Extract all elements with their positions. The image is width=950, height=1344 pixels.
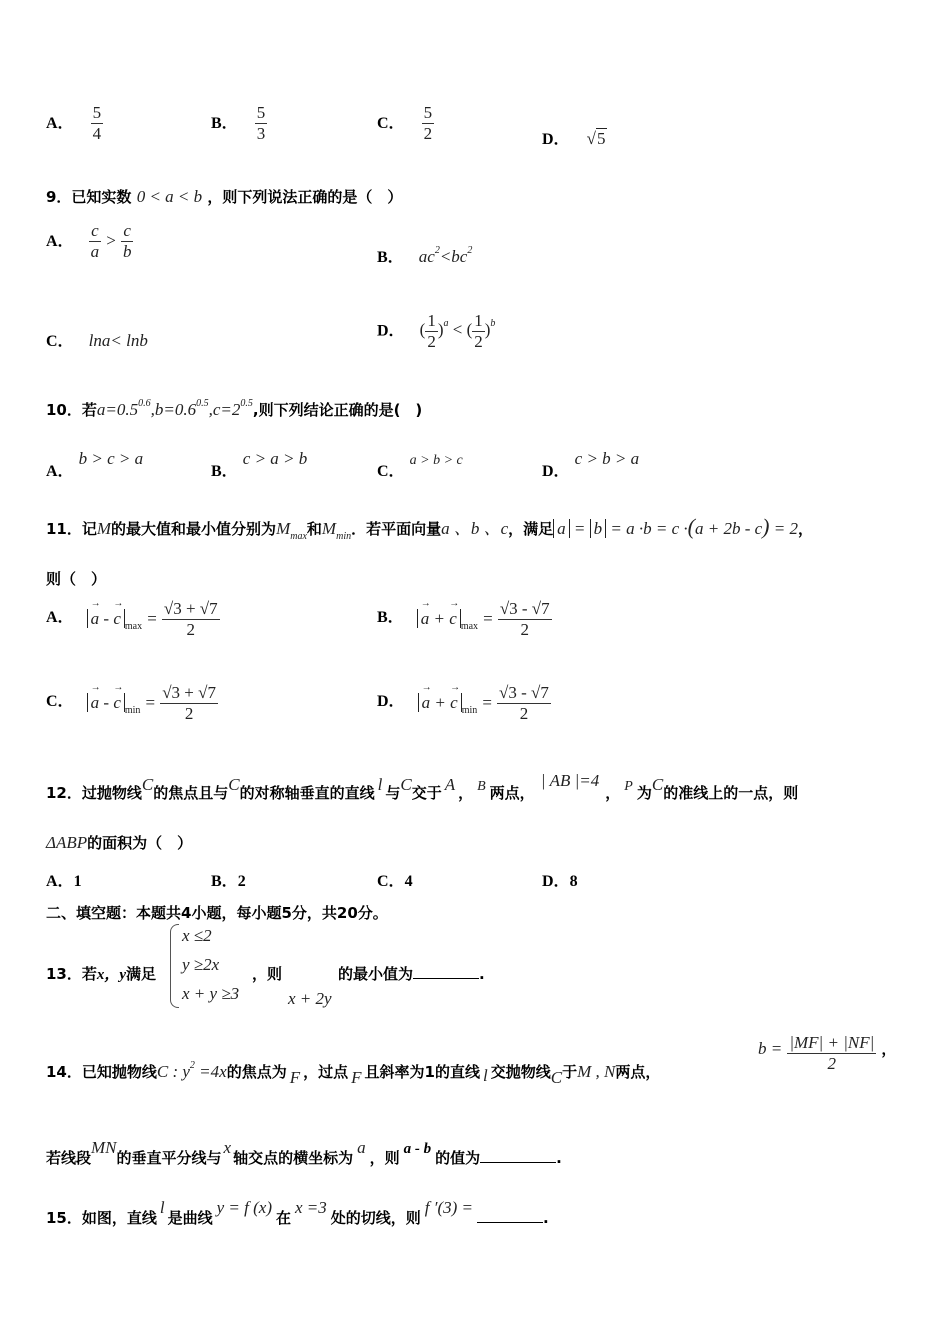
m-min: $M_{min}$ xyxy=(321,519,352,542)
fraction xyxy=(91,104,104,143)
section-heading: 二、填空题：本题共4小题，每小题5分，共20分。 xyxy=(46,904,388,922)
greater-sign: > xyxy=(106,230,116,250)
stem-text: 11．记 xyxy=(46,520,97,538)
q8-option-b xyxy=(211,104,267,143)
symbol-c: C xyxy=(550,1068,563,1087)
option-label: C． xyxy=(377,463,405,480)
option-text: a > b > c xyxy=(409,453,463,468)
stem-text: 交于 xyxy=(411,784,442,802)
q9-option-c xyxy=(46,328,148,351)
stem-text: 轴交点的横坐标为 xyxy=(233,1149,354,1167)
expression: $ac^2<bc^2$ xyxy=(418,245,473,266)
period: . xyxy=(543,1209,549,1227)
q14-stem xyxy=(46,1060,661,1087)
symbol-c: C xyxy=(400,775,412,794)
stem-text: 于 xyxy=(562,1063,578,1081)
stem-text: ．若平面向量 xyxy=(351,520,442,538)
option-value: 8 xyxy=(569,873,578,890)
derivative-expression: f ′(3) = xyxy=(424,1198,474,1217)
q13-stem xyxy=(46,963,156,984)
denominator: 2 xyxy=(827,1053,837,1073)
stem-text: ，则 xyxy=(369,1149,400,1167)
stem-text: 的对称轴垂直的直线 xyxy=(239,784,375,802)
option-label: C． xyxy=(377,114,405,132)
denominator: 2 xyxy=(186,619,195,639)
q12-stem-line2 xyxy=(46,832,192,853)
q14-stem-line2 xyxy=(46,1138,562,1168)
q12-stem: 12．过抛物线C的焦点且与C的对称轴垂直的直线 l 与C交于 A ， B 两点，| AB |=4， P 为C的准线上的一点，则 xyxy=(46,771,799,802)
numerator: √3 - √7 xyxy=(499,599,550,618)
symbol-l: l xyxy=(482,1066,488,1085)
stem-text: 交抛物线 xyxy=(490,1063,551,1081)
option-label: D． xyxy=(542,463,570,480)
q11-option-b xyxy=(377,600,552,639)
option-label: B． xyxy=(211,114,238,132)
q14-b-definition xyxy=(758,1034,896,1073)
parabola-equation: C : $y^2 =4x$ xyxy=(156,1060,227,1081)
q13-stem-tail xyxy=(252,963,282,984)
denominator: 3 xyxy=(256,123,266,143)
c-value: ,c=2 xyxy=(208,400,241,419)
stem-text: 12．过抛物线 xyxy=(46,784,142,802)
symbol-l: l xyxy=(159,1198,165,1217)
q12-option-b xyxy=(211,868,246,891)
symbol-m: M xyxy=(96,519,112,538)
equals-sign: = xyxy=(147,608,157,628)
parabola-rhs: =4x xyxy=(194,1062,227,1081)
option-label: D． xyxy=(377,692,405,710)
a-value: a=0.5 xyxy=(96,400,139,419)
answer-blank[interactable] xyxy=(477,1208,543,1223)
q11-option-d xyxy=(377,684,551,723)
q8-option-c xyxy=(377,104,434,143)
fraction xyxy=(89,222,102,261)
numerator: √3 + √7 xyxy=(162,683,216,702)
stem-text: 10．若 xyxy=(46,401,97,419)
q15-stem xyxy=(46,1198,549,1228)
denominator: b xyxy=(122,241,132,261)
stem-text: 若线段 xyxy=(46,1149,92,1167)
numerator: c xyxy=(123,221,131,240)
stem-text: 是曲线 xyxy=(167,1209,213,1227)
q11-stem xyxy=(46,514,813,542)
fraction xyxy=(472,312,485,351)
stem-text: 15．如图，直线 xyxy=(46,1209,157,1227)
stem-text: 的垂直平分线与 xyxy=(116,1149,222,1167)
stem-text: ， xyxy=(797,520,813,538)
symbol-c: C xyxy=(651,775,664,794)
vector-condition: a = b = a ·b = c ·(a + 2b - c) = 2 xyxy=(553,519,798,538)
stem-text: 和 xyxy=(306,520,322,538)
q10-stem xyxy=(46,398,422,420)
expression: ( $\frac{1}{2}$ )$^a$ < ( $\frac{1}{2}$ )$^b$ xyxy=(419,311,496,351)
b-exponent: 0.5 xyxy=(196,398,209,409)
a-minus-b: a - b xyxy=(403,1141,432,1157)
radicand: 5 xyxy=(597,129,606,148)
symbol-p: P xyxy=(624,779,633,794)
stem-text: 的最小值为 xyxy=(338,965,414,983)
q9-option-b xyxy=(377,244,472,267)
option-value: 1 xyxy=(73,873,82,890)
q13-answer xyxy=(338,963,485,984)
objective-expression: x + 2y xyxy=(288,989,332,1008)
option-label: A． xyxy=(46,114,74,132)
stem-text: 处的切线，则 xyxy=(330,1209,421,1227)
stem-text: 两点， xyxy=(489,784,535,802)
symbol-a: A xyxy=(444,775,456,794)
condition-value: = 2 xyxy=(773,519,798,538)
symbol-c: C xyxy=(228,775,240,794)
condition: 0 < a < b xyxy=(136,187,203,206)
option-label: A． xyxy=(46,463,74,480)
ab-length: | AB |=4 xyxy=(540,771,600,790)
stem-text: ，则 xyxy=(252,965,283,983)
vector-norm: → a - → c $_{min}$ xyxy=(87,693,141,712)
stem-text: 的焦点为 xyxy=(226,1063,287,1081)
fraction xyxy=(160,684,218,723)
q11-stem-line2: 则（ ） xyxy=(46,570,107,588)
period: . xyxy=(479,965,485,983)
points-mn: M , N xyxy=(577,1062,616,1081)
symbol-f: F xyxy=(289,1068,301,1087)
fraction xyxy=(497,684,551,723)
q12-option-d xyxy=(542,868,578,891)
fraction xyxy=(121,222,134,261)
symbol-b: B xyxy=(477,779,486,794)
q8-option-d xyxy=(542,126,607,149)
q12-option-a xyxy=(46,868,82,891)
answer-blank[interactable] xyxy=(480,1148,556,1163)
q9-option-d xyxy=(377,312,495,351)
option-text: c > a > b xyxy=(242,449,308,468)
option-label: C． xyxy=(46,333,74,350)
q10-option-b xyxy=(211,446,308,480)
option-label: C． xyxy=(46,692,74,710)
m-max: $M_{max}$ xyxy=(276,519,307,542)
denominator: 4 xyxy=(92,123,102,143)
triangle-abp: ΔABP xyxy=(46,833,88,852)
stem-text: ,则下列结论正确的是( ) xyxy=(252,401,423,419)
constraint-1: x ≤2 xyxy=(182,926,212,945)
denominator: 2 xyxy=(427,331,436,351)
option-label: A． xyxy=(46,232,74,250)
segment-mn: MN xyxy=(91,1138,117,1157)
numerator: 5 xyxy=(92,103,102,122)
stem-text: ，满足 xyxy=(508,520,554,538)
denominator: 2 xyxy=(474,331,483,351)
q11-option-c xyxy=(46,684,218,723)
stem-text: 满足 xyxy=(126,965,157,983)
variables: x，y xyxy=(96,967,127,983)
equals-sign: = xyxy=(483,608,493,628)
q12-option-c xyxy=(377,868,413,891)
sqrt-expression: √5 xyxy=(586,129,606,148)
option-label: D． xyxy=(377,322,405,340)
stem-text: 的准线上的一点，则 xyxy=(663,784,799,802)
expression: lna< lnb xyxy=(88,331,148,350)
stem-text: ，则下列说法正确的是（ ） xyxy=(207,188,403,206)
stem-text: 在 xyxy=(275,1209,291,1227)
denominator: a xyxy=(90,241,100,261)
option-text: b > c > a xyxy=(78,449,144,468)
tangent-point: x =3 xyxy=(295,1198,327,1217)
b-equals: b = xyxy=(758,1038,783,1058)
b-value: ,b=0.6 xyxy=(150,400,197,419)
option-label: D． xyxy=(542,131,570,148)
fraction xyxy=(255,104,268,143)
left-brace xyxy=(170,924,179,1008)
stem-text: 的焦点且与 xyxy=(153,784,229,802)
q9-option-a xyxy=(46,222,133,261)
stem-text: 的面积为（ ） xyxy=(87,834,193,852)
fraction xyxy=(498,600,552,639)
option-label: A． xyxy=(46,608,74,626)
option-label: B． xyxy=(211,873,238,890)
stem-text: 且斜率为1的直线 xyxy=(364,1063,480,1081)
numerator: 5 xyxy=(423,103,433,122)
subscript: max xyxy=(290,531,307,542)
symbol-l: l xyxy=(377,775,383,794)
stem-text: ，过点 xyxy=(303,1063,349,1081)
parabola-lhs: C : y xyxy=(156,1062,190,1081)
option-value: 2 xyxy=(237,873,246,890)
q11-option-a xyxy=(46,600,220,639)
numerator: 1 xyxy=(474,311,483,330)
answer-blank[interactable] xyxy=(413,964,479,979)
denominator: 2 xyxy=(423,123,433,143)
symbol-x: x xyxy=(223,1138,232,1157)
subscript: min xyxy=(336,531,352,542)
option-label: A． xyxy=(46,873,74,890)
vector-norm: → a + → c $_{min}$ xyxy=(418,693,478,712)
option-label: D． xyxy=(542,873,570,890)
symbol-c: C xyxy=(141,775,154,794)
option-label: B． xyxy=(211,463,238,480)
values xyxy=(97,400,253,419)
numerator: 5 xyxy=(256,103,266,122)
numerator: |MF| + |NF| xyxy=(789,1033,875,1052)
denominator: 2 xyxy=(184,703,194,723)
stem-text: 13．若 xyxy=(46,965,97,983)
a-exponent: 0.6 xyxy=(138,398,151,409)
fraction xyxy=(787,1034,876,1073)
stem-text: 14．已知抛物线 xyxy=(46,1063,157,1081)
stem-text: 与 xyxy=(385,784,401,802)
c-exponent: 0.5 xyxy=(240,398,253,409)
stem-text: 两点， xyxy=(615,1063,661,1081)
stem-text: 的值为 xyxy=(435,1149,481,1167)
stem-text: 的最大值和最小值分别为 xyxy=(111,520,277,538)
q10-option-a xyxy=(46,446,144,480)
numerator: c xyxy=(91,221,99,240)
constraint-2: y ≥2x xyxy=(182,955,220,974)
option-label: B． xyxy=(377,608,404,626)
q10-option-d xyxy=(542,446,640,480)
curve-equation: y = f (x) xyxy=(216,1198,272,1217)
numerator: √3 + √7 xyxy=(163,599,218,618)
option-value: 4 xyxy=(404,873,413,890)
fraction xyxy=(162,600,220,639)
option-label: B． xyxy=(377,249,404,266)
numerator: √3 - √7 xyxy=(499,683,549,702)
stem-text: 为 xyxy=(636,784,652,802)
q10-option-c xyxy=(377,446,463,480)
period: . xyxy=(556,1149,562,1167)
vector-norm: → a - → c $_{max}$ xyxy=(87,609,142,628)
vector-names: a 、b 、c xyxy=(441,519,509,538)
option-label: C． xyxy=(377,873,405,890)
option-text: c > b > a xyxy=(574,449,640,468)
equals-sign: = xyxy=(145,692,156,712)
symbol-a: a xyxy=(357,1138,366,1157)
numerator: 1 xyxy=(427,311,436,330)
equals-sign: = xyxy=(482,692,492,712)
comma: ， xyxy=(881,1039,897,1058)
fraction xyxy=(422,104,435,143)
vector-norm: → a + → c $_{max}$ xyxy=(417,609,478,628)
denominator: 2 xyxy=(519,703,529,723)
stem-text: 9．已知实数 xyxy=(46,188,132,206)
symbol-f: F xyxy=(351,1068,362,1087)
q8-option-a xyxy=(46,104,103,143)
fraction xyxy=(425,312,438,351)
q9-stem xyxy=(46,186,402,207)
denominator: 2 xyxy=(520,619,529,639)
constraint-3: x + y ≥3 xyxy=(182,984,240,1003)
